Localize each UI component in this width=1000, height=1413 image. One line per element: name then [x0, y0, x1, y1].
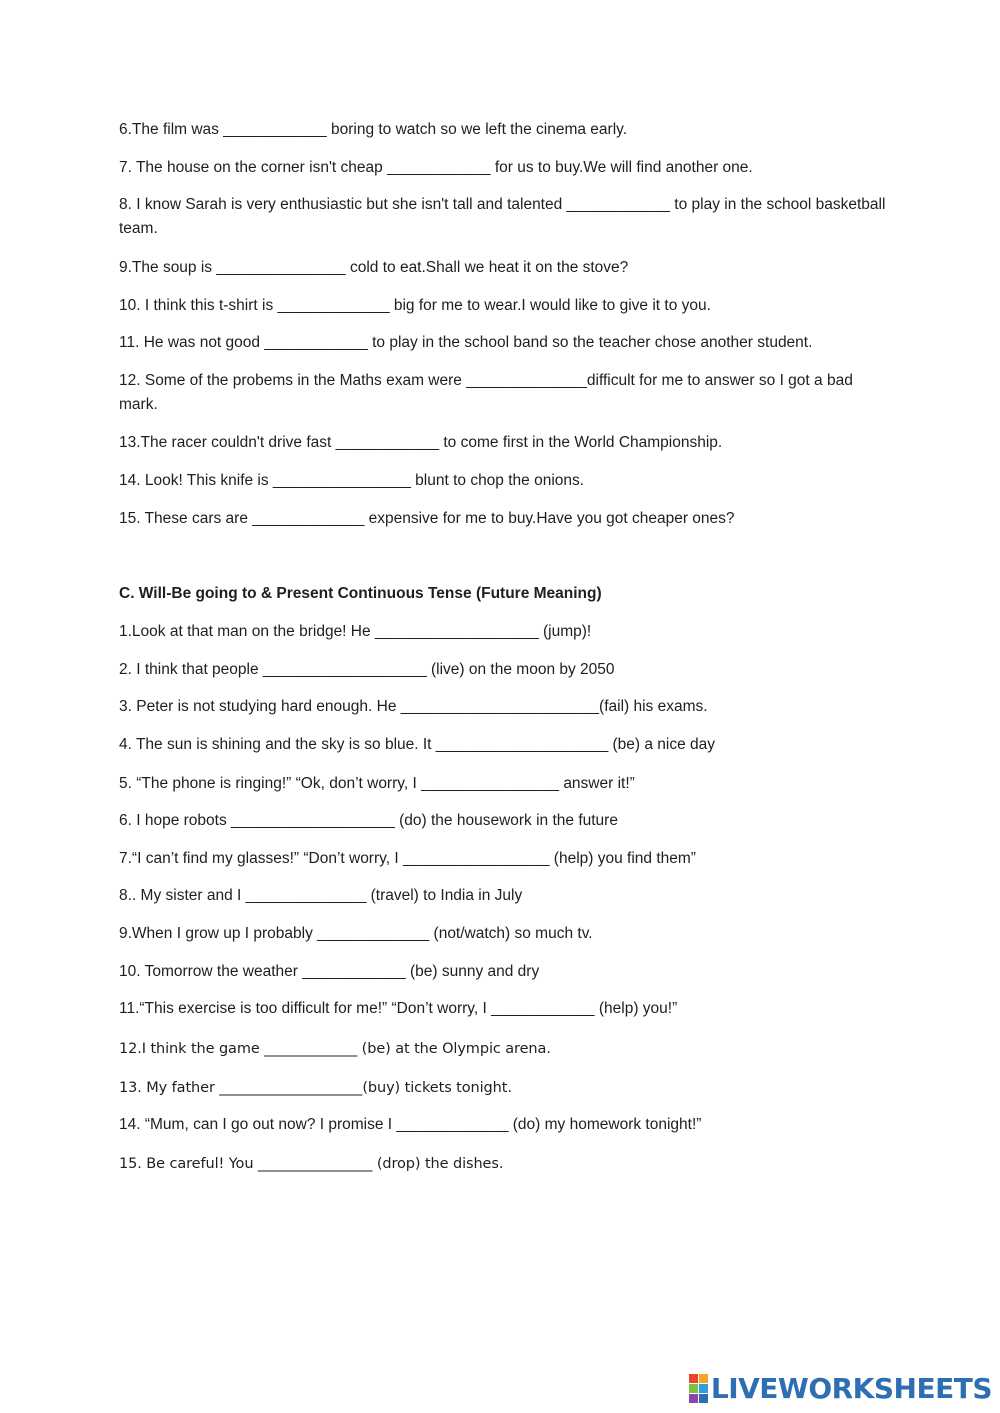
exercise-c-item-6: 6. I hope robots ___________________ (do) the housework in the future	[119, 812, 618, 829]
exercise-c-item-1: 1.Look at that man on the bridge! He ___________________ (jump)!	[119, 623, 592, 640]
section-c-heading: C. Will-Be going to & Present Continuous Tense (Future Meaning)	[119, 585, 602, 602]
exercise-b-item-15: 15. These cars are _____________ expensive for me to buy.Have you got cheaper ones?	[119, 510, 735, 527]
exercise-c-item-2: 2. I think that people ___________________ (live) on the moon by 2050	[119, 661, 615, 678]
exercise-c-item-14: 14. “Mum, can I go out now? I promise I _____________ (do) my homework tonight!”	[119, 1116, 702, 1133]
exercise-b-item-10: 10. I think this t-shirt is _____________ big for me to wear.I would like to give it to you.	[119, 297, 711, 314]
exercise-b-item-9: 9.The soup is _______________ cold to eat.Shall we heat it on the stove?	[119, 259, 629, 276]
exercise-b-item-12: 12. Some of the probems in the Maths exam were ______________difficult for me to answer so I got a bad mark.	[119, 372, 853, 413]
exercise-c-item-13: 13. My father ____________________(buy) tickets tonight.	[119, 1080, 512, 1096]
exercise-c-item-15: 15. Be careful! You ________________ (drop) the dishes.	[119, 1156, 504, 1172]
exercise-c-item-10: 10. Tomorrow the weather ____________ (be) sunny and dry	[119, 963, 540, 980]
exercise-c-item-11: 11.“This exercise is too difficult for me!” “Don’t worry, I ____________ (help) you!”	[119, 1000, 678, 1017]
exercise-c-item-12: 12.I think the game _____________ (be) at the Olympic arena.	[119, 1041, 551, 1057]
exercise-c-item-8: 8.. My sister and I ______________ (travel) to India in July	[119, 887, 523, 904]
exercise-c-item-9: 9.When I grow up I probably _____________ (not/watch) so much tv.	[119, 925, 593, 942]
logo-mark-icon	[689, 1374, 708, 1403]
exercise-b-item-13: 13.The racer couldn't drive fast ____________ to come first in the World Championship.	[119, 434, 723, 451]
exercise-b-item-7: 7. The house on the corner isn't cheap ____________ for us to buy.We will find another one.	[119, 159, 753, 176]
exercise-c-item-4: 4. The sun is shining and the sky is so blue. It ____________________ (be) a nice day	[119, 736, 716, 753]
exercise-c-item-7: 7.“I can’t find my glasses!” “Don’t worry, I _________________ (help) you find them”	[119, 850, 696, 867]
exercise-b-item-8: 8. I know Sarah is very enthusiastic but she isn't tall and talented ____________ to play in the school basketball team.	[119, 196, 886, 237]
exercise-b-item-6: 6.The film was ____________ boring to watch so we left the cinema early.	[119, 121, 628, 138]
logo-text: LIVEWORKSHEETS	[710, 1371, 992, 1405]
exercise-b-item-11: 11. He was not good ____________ to play in the school band so the teacher chose another student.	[119, 334, 813, 351]
liveworksheets-logo[interactable]	[689, 1371, 992, 1405]
exercise-b-item-14: 14. Look! This knife is ________________ blunt to chop the onions.	[119, 472, 585, 489]
exercise-c-item-3: 3. Peter is not studying hard enough. He _______________________(fail) his exams.	[119, 698, 708, 715]
exercise-c-item-5: 5. “The phone is ringing!” “Ok, don’t worry, I ________________ answer it!”	[119, 775, 635, 792]
